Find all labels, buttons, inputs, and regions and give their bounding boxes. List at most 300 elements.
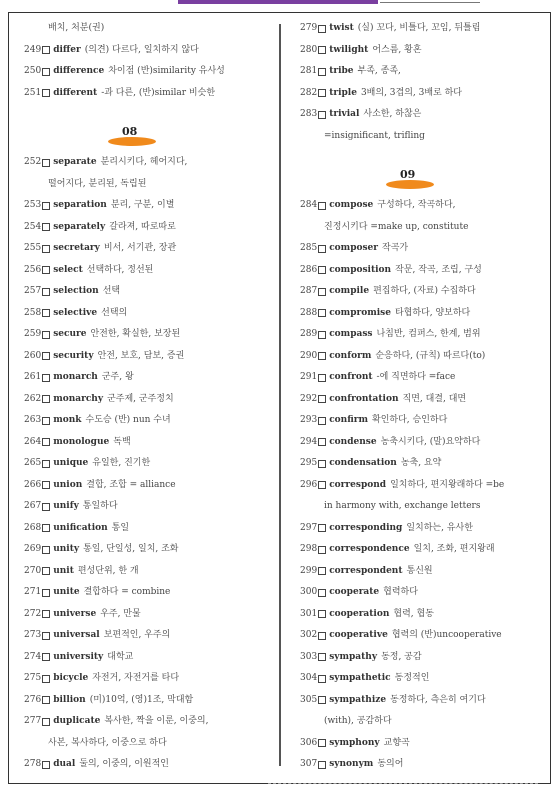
entry-word: composer: [329, 243, 379, 253]
entry-checkbox[interactable]: [42, 352, 50, 360]
entry-number: 258: [24, 307, 42, 318]
entry-number: 260: [24, 350, 42, 361]
vocab-entry: [300, 40, 550, 62]
vocab-entry: [24, 690, 274, 712]
entry-checkbox[interactable]: [318, 245, 326, 253]
entry-number: 290: [300, 350, 318, 361]
entry-checkbox[interactable]: [318, 111, 326, 119]
entry-checkbox[interactable]: [318, 653, 326, 661]
vocab-entry: [24, 367, 274, 389]
entry-number: 286: [300, 264, 318, 275]
vocab-list: [300, 195, 550, 238]
entry-meaning: 우주, 만물: [100, 608, 141, 619]
entry-number: 256: [24, 264, 42, 275]
entry-word: twist: [329, 23, 354, 33]
entry-meaning: 군주, 왕: [101, 372, 134, 382]
entry-meaning: 떨어지다, 분리된, 독립된: [48, 178, 147, 189]
vocab-entry: [300, 389, 550, 411]
entry-number: 270: [24, 565, 42, 576]
entry-meaning: (실) 꼬다, 비틀다, 꼬임, 뒤틀림: [357, 23, 481, 33]
vocab-entry: [300, 690, 550, 712]
entry-meaning: 비서, 서기관, 장관: [103, 243, 177, 253]
entry-checkbox[interactable]: [42, 309, 50, 317]
vocab-list: [24, 152, 274, 195]
spacer: [24, 104, 274, 122]
entry-checkbox[interactable]: [42, 331, 50, 339]
entry-meaning: 통신원: [406, 565, 433, 576]
entry-number: 265: [24, 458, 42, 468]
entry-checkbox[interactable]: [318, 202, 326, 210]
vocab-list: [24, 40, 274, 105]
vocab-entry: [24, 40, 274, 62]
vocab-list: [300, 518, 550, 690]
entry-word: condensation: [329, 458, 397, 468]
entry-number: 268: [24, 522, 42, 533]
entry-number: 287: [300, 286, 318, 296]
entry-word: synonym: [329, 759, 374, 769]
entry-checkbox[interactable]: [318, 761, 326, 769]
entry-number: 306: [300, 737, 318, 748]
entry-checkbox[interactable]: [318, 589, 326, 597]
entry-meaning: 순응하다, (규칙) 따르다(to): [375, 350, 486, 361]
entry-word: dual: [53, 759, 76, 769]
entry-number: 296: [300, 479, 318, 490]
entry-number: 303: [300, 651, 318, 662]
entry-checkbox[interactable]: [318, 266, 326, 274]
entry-checkbox[interactable]: [42, 761, 50, 769]
footer-line: [268, 783, 538, 785]
entry-checkbox[interactable]: [42, 245, 50, 253]
entry-checkbox[interactable]: [318, 481, 326, 489]
entry-checkbox[interactable]: [42, 223, 50, 231]
entry-meaning: 나침반, 컴퍼스, 한계, 범위: [376, 329, 481, 339]
vocab-entry: [24, 83, 274, 105]
entry-meaning: (의견) 다르다, 일치하지 않다: [84, 44, 199, 55]
entry-checkbox[interactable]: [318, 546, 326, 554]
entry-number: 261: [24, 372, 42, 382]
entry-checkbox[interactable]: [318, 352, 326, 360]
entry-word: union: [53, 479, 83, 490]
vocab-entry: [300, 281, 550, 303]
entry-number: 288: [300, 307, 318, 318]
entry-number: 282: [300, 87, 318, 98]
entry-number: 250: [24, 66, 42, 76]
entry-checkbox[interactable]: [42, 89, 50, 97]
entry-word: correspondence: [329, 544, 410, 554]
entry-word: condense: [329, 436, 377, 447]
entry-word: security: [53, 350, 94, 361]
entry-word: conform: [329, 350, 372, 361]
entry-meaning: 협력하다: [383, 587, 418, 597]
continuation-line: [24, 174, 274, 196]
entry-meaning: 보편적인, 우주의: [103, 630, 171, 640]
entry-number: 251: [24, 87, 42, 98]
entry-number: 285: [300, 243, 318, 253]
vocab-entry: [300, 324, 550, 346]
entry-word: universe: [53, 608, 97, 619]
vocab-entry: [300, 561, 550, 583]
entry-meaning: 독백: [113, 436, 131, 447]
vocab-entry: [300, 83, 550, 105]
entry-meaning: 결합, 조합 = alliance: [86, 479, 176, 490]
vocab-entry: [300, 195, 550, 217]
vocab-entry: [24, 389, 274, 411]
entry-checkbox[interactable]: [318, 675, 326, 683]
entry-number: 292: [300, 393, 318, 404]
entry-word: twilight: [329, 44, 369, 55]
entry-meaning: 자전거, 자전거를 타다: [92, 673, 180, 683]
entry-meaning: 복사한, 짝을 이룬, 이중의,: [104, 716, 209, 726]
entry-checkbox[interactable]: [42, 589, 50, 597]
continuation-line: [24, 733, 274, 755]
entry-meaning: 일치, 조화, 편지왕래: [413, 544, 495, 554]
entry-meaning: 사소한, 하찮은: [363, 109, 422, 119]
entry-word: correspondent: [329, 565, 403, 576]
entry-word: triple: [329, 87, 357, 98]
entry-checkbox[interactable]: [318, 331, 326, 339]
entry-word: confront: [329, 372, 373, 382]
vocab-entry: [300, 303, 550, 325]
entry-word: bicycle: [53, 673, 89, 683]
entry-meaning: 협력, 협동: [393, 608, 434, 619]
vocab-entry: [24, 238, 274, 260]
vocab-entry: [300, 582, 550, 604]
entry-checkbox[interactable]: [42, 696, 50, 704]
entry-word: correspond: [329, 479, 387, 490]
entry-number: 262: [24, 393, 42, 404]
entry-checkbox[interactable]: [318, 25, 326, 33]
entry-number: 269: [24, 544, 42, 554]
vocab-list: [24, 754, 274, 776]
entry-number: 252: [24, 157, 42, 167]
vocab-list: [300, 238, 550, 475]
entry-checkbox[interactable]: [42, 68, 50, 76]
continuation-line: [24, 18, 274, 40]
entry-meaning: 분리, 구분, 이별: [110, 200, 175, 210]
entry-meaning: 진정시키다 =make up, constitute: [324, 221, 469, 232]
continuation-line: [300, 496, 550, 518]
entry-checkbox[interactable]: [42, 524, 50, 532]
entry-meaning: 통일하다: [82, 501, 118, 511]
entry-word: symphony: [329, 737, 380, 748]
entry-meaning: 통일, 단일성, 일치, 조화: [83, 544, 179, 554]
entry-number: 307: [300, 759, 318, 769]
vocab-entry: [300, 604, 550, 626]
section-number: 08: [122, 125, 138, 138]
vocab-entry: [24, 647, 274, 669]
vocab-entry: [300, 260, 550, 282]
vocab-entry: [24, 625, 274, 647]
vocab-entry: [300, 238, 550, 260]
entry-word: cooperate: [329, 587, 380, 597]
entry-number: 299: [300, 565, 318, 576]
vocab-entry: [24, 453, 274, 475]
entry-checkbox[interactable]: [42, 675, 50, 683]
entry-number: 267: [24, 501, 42, 511]
entry-checkbox[interactable]: [318, 524, 326, 532]
entry-checkbox[interactable]: [318, 438, 326, 446]
entry-word: universal: [53, 630, 100, 640]
entry-word: separately: [53, 221, 106, 232]
entry-checkbox[interactable]: [42, 438, 50, 446]
entry-checkbox[interactable]: [42, 159, 50, 167]
vocab-entry: [300, 754, 550, 776]
continuation-line: [300, 217, 550, 239]
entry-number: 274: [24, 651, 42, 662]
entry-meaning: 차이점 (반)similarity 유사성: [108, 66, 225, 76]
entry-meaning: 군주제, 군주정치: [107, 393, 174, 404]
entry-checkbox[interactable]: [318, 309, 326, 317]
entry-meaning: 직면, 대결, 대면: [402, 393, 467, 404]
entry-checkbox[interactable]: [42, 288, 50, 296]
entry-word: select: [53, 264, 83, 275]
entry-word: monarch: [53, 372, 98, 382]
vocab-entry: [300, 410, 550, 432]
section-accent-bar: [108, 137, 156, 146]
entry-number: 253: [24, 200, 42, 210]
vocab-entry: [24, 303, 274, 325]
vocab-entry: [24, 561, 274, 583]
entry-word: confirm: [329, 415, 369, 425]
entry-meaning: 통일: [111, 522, 130, 533]
entry-checkbox[interactable]: [318, 417, 326, 425]
entry-number: 280: [300, 44, 318, 55]
entry-number: 266: [24, 479, 42, 490]
entry-checkbox[interactable]: [42, 546, 50, 554]
entry-meaning: 확인하다, 승인하다: [372, 415, 448, 425]
vocab-entry: [300, 367, 550, 389]
entry-word: unite: [53, 587, 80, 597]
vocab-list: [300, 475, 550, 518]
right-column: [300, 18, 550, 776]
vocab-list: [300, 104, 550, 147]
vocab-entry: [24, 195, 274, 217]
entry-meaning: 작곡가: [382, 243, 409, 253]
vocab-entry: [24, 432, 274, 454]
vocab-entry: [300, 733, 550, 755]
entry-meaning: 선택: [102, 286, 121, 296]
entry-number: 300: [300, 587, 318, 597]
vocab-entry: [24, 582, 274, 604]
entry-word: compose: [329, 200, 374, 210]
entry-number: 281: [300, 66, 318, 76]
entry-number: 284: [300, 200, 318, 210]
entry-meaning: -에 직면하다 =face: [376, 372, 456, 382]
entry-meaning: 어스름, 황혼: [372, 44, 422, 55]
section-header: [24, 122, 274, 152]
entry-checkbox[interactable]: [42, 374, 50, 382]
entry-word: monarchy: [53, 393, 104, 404]
entry-checkbox[interactable]: [42, 481, 50, 489]
section-header: [300, 165, 550, 195]
entry-meaning: 3배의, 3겹의, 3배로 하다: [360, 87, 462, 98]
entry-meaning: 유일한, 진기한: [92, 458, 151, 468]
entry-number: 271: [24, 587, 42, 597]
entry-meaning: 사본, 복사하다, 이중으로 하다: [48, 737, 167, 748]
entry-word: difference: [53, 66, 105, 76]
entry-meaning: 동정하다, 측은히 여기다: [390, 694, 486, 705]
entry-meaning: 작문, 작곡, 조립, 구성: [395, 264, 482, 275]
entry-checkbox[interactable]: [42, 395, 50, 403]
entry-number: 249: [24, 44, 42, 55]
entry-number: 277: [24, 716, 42, 726]
entry-number: 279: [300, 23, 318, 33]
entry-checkbox[interactable]: [318, 739, 326, 747]
top-highlight-bar: [178, 0, 378, 4]
entry-word: secretary: [53, 243, 100, 253]
entry-word: selective: [53, 307, 98, 318]
entry-meaning: 타협하다, 양보하다: [394, 307, 471, 318]
entry-meaning: 동정, 공감: [381, 651, 422, 662]
entry-meaning: 구성하다, 작곡하다,: [377, 200, 456, 210]
vocab-entry: [24, 324, 274, 346]
vocab-entry: [300, 518, 550, 540]
entry-meaning: 둘의, 이중의, 이원적인: [79, 759, 169, 769]
entry-meaning: 안전한, 확실한, 보장된: [90, 329, 181, 339]
entry-checkbox[interactable]: [318, 610, 326, 618]
spacer: [300, 147, 550, 165]
entry-word: university: [53, 651, 104, 662]
entry-word: separation: [53, 200, 107, 210]
entry-number: 257: [24, 286, 42, 296]
entry-word: corresponding: [329, 522, 403, 533]
entry-meaning: 결합하다 = combine: [83, 587, 171, 597]
entry-word: unify: [53, 501, 79, 511]
entry-word: tribe: [329, 66, 354, 76]
entry-word: sympathy: [329, 651, 378, 662]
entry-number: 304: [300, 673, 318, 683]
entry-word: unit: [53, 565, 74, 576]
entry-word: sympathize: [329, 694, 387, 705]
entry-meaning: 협력의 (반)uncooperative: [391, 630, 502, 640]
vocab-entry: [300, 647, 550, 669]
entry-checkbox[interactable]: [42, 46, 50, 54]
entry-word: secure: [53, 329, 87, 339]
entry-number: 283: [300, 109, 318, 119]
entry-checkbox[interactable]: [318, 288, 326, 296]
vocab-list: [300, 690, 550, 733]
vocab-entry: [24, 754, 274, 776]
vocab-entry: [300, 453, 550, 475]
left-column: [24, 18, 274, 776]
entry-number: 272: [24, 608, 42, 619]
entry-checkbox[interactable]: [42, 610, 50, 618]
vocab-entry: [24, 475, 274, 497]
entry-word: confrontation: [329, 393, 399, 404]
section-accent-bar: [386, 180, 434, 189]
entry-word: billion: [53, 694, 86, 705]
vocab-entry: [300, 346, 550, 368]
entry-number: 298: [300, 544, 318, 554]
entry-checkbox[interactable]: [42, 266, 50, 274]
entry-meaning: 동의어: [377, 759, 404, 769]
vocab-entry: [300, 104, 550, 126]
entry-checkbox[interactable]: [318, 460, 326, 468]
vocab-entry: [24, 281, 274, 303]
vocab-list: [300, 18, 550, 104]
entry-number: 294: [300, 436, 318, 447]
entry-meaning: 편성단위, 한 개: [77, 565, 139, 576]
entry-meaning: 동정적인: [394, 673, 430, 683]
entry-checkbox[interactable]: [42, 718, 50, 726]
entry-meaning: 갈라져, 따로따로: [109, 221, 176, 232]
entry-number: 305: [300, 694, 318, 705]
vocab-entry: [24, 410, 274, 432]
vocab-entry: [300, 18, 550, 40]
entry-meaning: 안전, 보호, 담보, 증권: [97, 350, 185, 361]
entry-meaning: 농축시키다, (말)요약하다: [380, 436, 481, 447]
entry-number: 289: [300, 329, 318, 339]
entry-word: trivial: [329, 109, 360, 119]
entry-meaning: 배치, 처분(권): [48, 23, 105, 33]
entry-checkbox[interactable]: [318, 567, 326, 575]
vocab-list: [24, 711, 274, 754]
vocab-entry: [24, 346, 274, 368]
vocab-entry: [24, 518, 274, 540]
vocab-entry: [24, 152, 274, 174]
entry-checkbox[interactable]: [42, 567, 50, 575]
entry-word: unity: [53, 544, 80, 554]
entry-checkbox[interactable]: [42, 653, 50, 661]
entry-word: duplicate: [53, 716, 101, 726]
vocab-entry: [24, 668, 274, 690]
entry-checkbox[interactable]: [318, 696, 326, 704]
entry-word: compile: [329, 286, 370, 296]
entry-word: sympathetic: [329, 673, 391, 683]
entry-word: cooperation: [329, 608, 390, 619]
entry-word: monologue: [53, 436, 110, 447]
entry-meaning: in harmony with, exchange letters: [324, 501, 481, 511]
entry-number: 259: [24, 329, 42, 339]
entry-word: unique: [53, 458, 89, 468]
entry-checkbox[interactable]: [318, 632, 326, 640]
entry-number: 293: [300, 415, 318, 425]
entry-meaning: 선택하다, 정선된: [86, 264, 154, 275]
entry-number: 297: [300, 522, 318, 533]
entry-checkbox[interactable]: [42, 503, 50, 511]
entry-checkbox[interactable]: [42, 460, 50, 468]
entry-number: 276: [24, 694, 42, 705]
entry-word: different: [53, 87, 98, 98]
entry-checkbox[interactable]: [318, 46, 326, 54]
vocab-list: [24, 195, 274, 711]
entry-number: 275: [24, 673, 42, 683]
entry-checkbox[interactable]: [318, 374, 326, 382]
vocab-entry: [300, 668, 550, 690]
entry-word: separate: [53, 157, 97, 167]
vocab-entry: [24, 61, 274, 83]
vocab-entry: [300, 625, 550, 647]
vocab-entry: [300, 475, 550, 497]
entry-meaning: =insignificant, trifling: [324, 130, 425, 141]
entry-checkbox[interactable]: [42, 417, 50, 425]
entry-number: 263: [24, 415, 42, 425]
entry-number: 264: [24, 436, 42, 447]
entry-meaning: -과 다른, (반)similar 비슷한: [101, 87, 216, 98]
entry-meaning: 부족, 종족,: [357, 66, 401, 76]
top-header-line: [380, 2, 480, 6]
vocab-entry: [300, 432, 550, 454]
entry-meaning: 농축, 요약: [400, 458, 442, 468]
entry-word: compromise: [329, 307, 391, 318]
entry-checkbox[interactable]: [318, 395, 326, 403]
section-number: 09: [400, 168, 416, 181]
entry-checkbox[interactable]: [42, 632, 50, 640]
entry-checkbox[interactable]: [318, 89, 326, 97]
entry-number: 278: [24, 759, 42, 769]
entry-checkbox[interactable]: [42, 202, 50, 210]
entry-checkbox[interactable]: [318, 68, 326, 76]
